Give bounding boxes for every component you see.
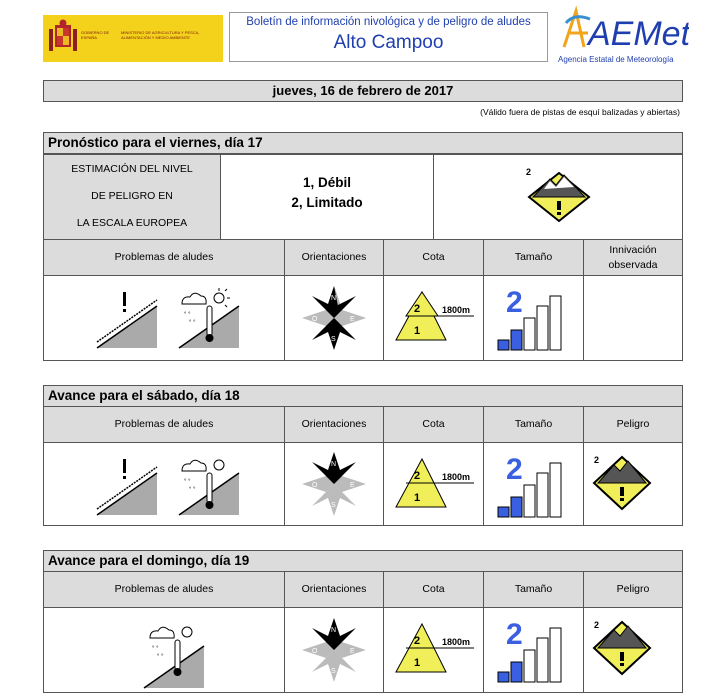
sun-avalanche-problems-cell bbox=[43, 607, 285, 693]
sat-altitude-lower-level: 1 bbox=[414, 492, 421, 504]
aemet-logo bbox=[554, 5, 689, 65]
sat-problems-icons bbox=[44, 443, 284, 525]
compass-e-label: E bbox=[350, 316, 355, 323]
sun-compass-s-label: S bbox=[331, 668, 336, 675]
sat-size-cell bbox=[483, 442, 584, 526]
sat-compass-e-label: E bbox=[350, 482, 355, 489]
aemet-subtitle: Agencia Estatal de Meteorología bbox=[558, 55, 674, 64]
sun-altitude-upper-level: 2 bbox=[414, 635, 421, 647]
sun-size-value: 2 bbox=[506, 618, 523, 651]
sun-header-danger: Peligro bbox=[583, 571, 683, 608]
sat-compass-s-label: S bbox=[331, 502, 336, 509]
header-problems: Problemas de aludes bbox=[43, 239, 285, 276]
sun-altitude-lower-level: 1 bbox=[414, 657, 421, 669]
header-orientations: Orientaciones bbox=[284, 239, 384, 276]
size-value: 2 bbox=[506, 286, 523, 319]
zone-name: Alto Campoo bbox=[333, 32, 444, 53]
sun-avalanche-size-icon bbox=[484, 608, 583, 692]
svg-text:° °: ° ° bbox=[152, 646, 159, 652]
aemet-wordmark: AEMet bbox=[588, 15, 689, 53]
sun-danger-number: 2 bbox=[594, 620, 600, 630]
sat-header-orientations: Orientaciones bbox=[284, 406, 384, 443]
danger-icon-number: 2 bbox=[526, 167, 532, 177]
sat-altitude-limit: 1800m bbox=[442, 472, 471, 482]
avalanche-size-icon bbox=[484, 276, 583, 360]
sat-header-altitude: Cota bbox=[383, 406, 484, 443]
sun-altitude-cell bbox=[383, 607, 484, 693]
coat-of-arms-icon bbox=[48, 19, 78, 59]
compass-s-label: S bbox=[331, 336, 336, 343]
bulletin-date: jueves, 16 de febrero de 2017 bbox=[43, 80, 683, 102]
sat-new-snow-problem-icon bbox=[97, 459, 157, 515]
sat-altitude-icon bbox=[384, 443, 483, 525]
danger-level-2: 2, Limitado bbox=[291, 195, 363, 210]
sun-compass-o-label: O bbox=[312, 648, 318, 655]
estimation-line-1: ESTIMACIÓN DEL NIVEL bbox=[71, 163, 193, 175]
danger-icon-cell bbox=[433, 154, 683, 240]
innivation-cell bbox=[583, 275, 683, 361]
sat-header-size: Tamaño bbox=[483, 406, 584, 443]
sat-header-problems: Problemas de aludes bbox=[43, 406, 285, 443]
altitude-icon bbox=[384, 276, 483, 360]
svg-text:° °: ° ° bbox=[189, 320, 196, 326]
danger-level-2-icon bbox=[434, 155, 684, 241]
sun-header-problems: Problemas de aludes bbox=[43, 571, 285, 608]
orientations-cell bbox=[284, 275, 384, 361]
altitude-cell bbox=[383, 275, 484, 361]
problems-icons bbox=[44, 276, 284, 360]
compass-o-label: O bbox=[312, 316, 318, 323]
altitude-upper-level: 2 bbox=[414, 303, 421, 315]
aemet-logo-icon bbox=[554, 5, 689, 55]
danger-level-value bbox=[220, 154, 434, 240]
sat-avalanche-size-icon bbox=[484, 443, 583, 525]
sun-danger-level-icon bbox=[584, 608, 682, 692]
estimation-line-3: LA ESCALA EUROPEA bbox=[76, 217, 188, 229]
bulletin-title-box bbox=[229, 12, 548, 62]
sun-problems-icons bbox=[44, 608, 284, 692]
sun-header-orientations: Orientaciones bbox=[284, 571, 384, 608]
sat-altitude-upper-level: 2 bbox=[414, 470, 421, 482]
size-cell bbox=[483, 275, 584, 361]
svg-text:° °: ° ° bbox=[157, 654, 164, 660]
sat-size-value: 2 bbox=[506, 453, 523, 486]
header-innivation-label: Innivación observada bbox=[608, 243, 658, 271]
sat-compass-o-label: O bbox=[312, 482, 318, 489]
header-altitude: Cota bbox=[383, 239, 484, 276]
sat-header-danger: Peligro bbox=[583, 406, 683, 443]
sat-danger-level-icon bbox=[584, 443, 682, 525]
sat-orientations-cell bbox=[284, 442, 384, 526]
sun-compass-rose-icon bbox=[285, 608, 383, 692]
sun-compass-n-label: N bbox=[331, 627, 337, 634]
wet-snow-problem-icon bbox=[179, 288, 239, 348]
header-innivation bbox=[583, 239, 683, 276]
compass-n-label: N bbox=[331, 295, 337, 302]
new-snow-problem-icon bbox=[97, 292, 157, 348]
sat-danger-cell bbox=[583, 442, 683, 526]
government-label: GOBIERNO DE ESPAÑA bbox=[81, 30, 110, 40]
sat-compass-n-label: N bbox=[331, 461, 337, 468]
svg-text:° °: ° ° bbox=[184, 312, 191, 318]
sun-altitude-icon bbox=[384, 608, 483, 692]
sun-header-altitude: Cota bbox=[383, 571, 484, 608]
svg-text:° °: ° ° bbox=[189, 487, 196, 493]
government-logo bbox=[43, 15, 223, 62]
estimation-label bbox=[43, 154, 221, 240]
sun-wet-snow-problem-icon bbox=[144, 627, 204, 688]
svg-text:° °: ° ° bbox=[184, 479, 191, 485]
saturday-title: Avance para el sábado, día 18 bbox=[43, 385, 683, 407]
sun-size-cell bbox=[483, 607, 584, 693]
sat-avalanche-problems-cell bbox=[43, 442, 285, 526]
altitude-limit: 1800m bbox=[442, 305, 471, 315]
validity-note: (Válido fuera de pistas de esquí balizadas y abiertas) bbox=[480, 107, 680, 117]
sat-danger-number: 2 bbox=[594, 455, 600, 465]
sat-compass-rose-icon bbox=[285, 443, 383, 525]
forecast-title: Pronóstico para el viernes, día 17 bbox=[43, 132, 683, 154]
danger-level-1: 1, Débil bbox=[302, 175, 351, 190]
compass-rose-icon bbox=[285, 276, 383, 360]
sun-compass-e-label: E bbox=[350, 648, 355, 655]
sat-wet-snow-problem-icon bbox=[179, 460, 239, 515]
estimation-line-2: DE PELIGRO EN bbox=[91, 190, 173, 202]
header-size: Tamaño bbox=[483, 239, 584, 276]
ministry-label: MINISTERIO DE AGRICULTURA Y PESCA, ALIMENTACIÓN Y MEDIO AMBIENTE bbox=[121, 30, 200, 40]
avalanche-problems-cell bbox=[43, 275, 285, 361]
sun-orientations-cell bbox=[284, 607, 384, 693]
sun-altitude-limit: 1800m bbox=[442, 637, 471, 647]
sun-header-size: Tamaño bbox=[483, 571, 584, 608]
sat-altitude-cell bbox=[383, 442, 484, 526]
altitude-lower-level: 1 bbox=[414, 325, 421, 337]
sunday-title: Avance para el domingo, día 19 bbox=[43, 550, 683, 572]
sun-danger-cell bbox=[583, 607, 683, 693]
bulletin-title: Boletín de información nivológica y de peligro de aludes bbox=[246, 16, 531, 28]
